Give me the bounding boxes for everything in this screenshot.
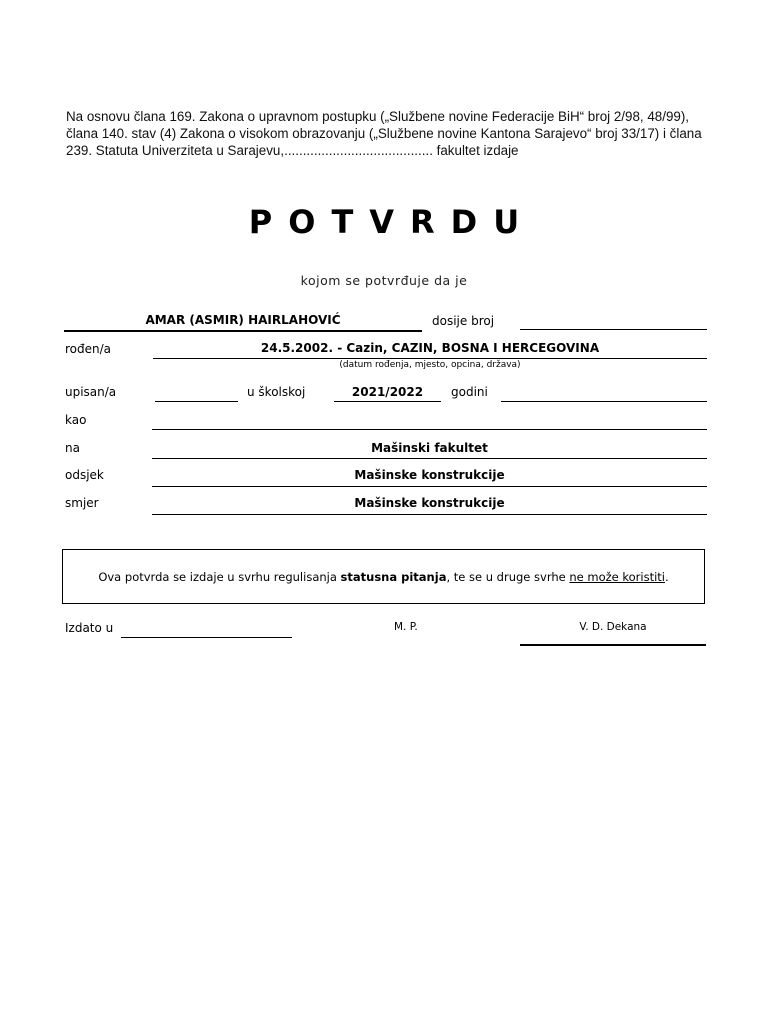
issued-label: Izdato u	[65, 621, 114, 635]
enrolled-line	[155, 401, 238, 402]
at-label: na	[65, 441, 80, 455]
notice-text-2: , te se u druge svrhe	[446, 569, 570, 584]
department-label: odsjek	[65, 468, 104, 482]
faculty-line	[152, 458, 707, 459]
born-line	[153, 358, 707, 359]
dean-signature-line	[520, 644, 706, 646]
legal-basis-paragraph: Na osnovu člana 169. Zakona o upravnom postupku („Službene novine Federacije BiH“ broj 2/98, 48/99), člana 140. stav (4) Zakona o visokom obrazovanju („Službene novine Kantona Sarajevo“ broj 33/17) i člana 239. Statuta Univerziteta u Sarajevu,........................................ fakultet izdaje	[66, 109, 702, 158]
stamp-label: M. P.	[394, 621, 418, 633]
department-line	[152, 486, 707, 487]
document-title: POTVRDU	[248, 203, 536, 241]
major-label: smjer	[65, 496, 99, 510]
dean-label: V. D. Dekana	[579, 621, 647, 633]
enrolled-label: upisan/a	[65, 385, 117, 399]
student-name-value: AMAR (ASMIR) HAIRLAHOVIĆ	[145, 313, 341, 327]
born-value: 24.5.2002. - Cazin, CAZIN, BOSNA I HERCEGOVINA	[260, 341, 600, 355]
dosije-line	[520, 329, 707, 330]
faculty-value: Mašinski fakultet	[371, 441, 488, 455]
major-value: Mašinske konstrukcije	[354, 496, 505, 510]
student-name-line	[64, 330, 422, 332]
document-subtitle: kojom se potvrđuje da je	[300, 273, 468, 288]
major-line	[152, 514, 707, 515]
notice-underlined-warning: ne može koristiti	[569, 569, 665, 584]
school-year-line	[334, 401, 441, 402]
school-year-value: 2021/2022	[351, 385, 424, 399]
born-hint: (datum rođenja, mjesto, opcina, država)	[339, 360, 521, 370]
dosije-label: dosije broj	[432, 314, 495, 328]
department-value: Mašinske konstrukcije	[354, 468, 505, 482]
notice-box	[62, 549, 705, 604]
year-line	[501, 401, 707, 402]
notice-text-1: Ova potvrda se izdaje u svrhu regulisanja	[98, 569, 341, 584]
year-label: godini	[451, 385, 488, 399]
school-year-label: u školskoj	[247, 385, 306, 399]
issued-line	[121, 637, 292, 638]
as-label: kao	[65, 413, 87, 427]
born-label: rođen/a	[65, 342, 112, 356]
notice-bold-purpose: statusna pitanja	[340, 569, 447, 584]
as-line	[152, 429, 707, 430]
notice-text-3: .	[665, 569, 669, 584]
